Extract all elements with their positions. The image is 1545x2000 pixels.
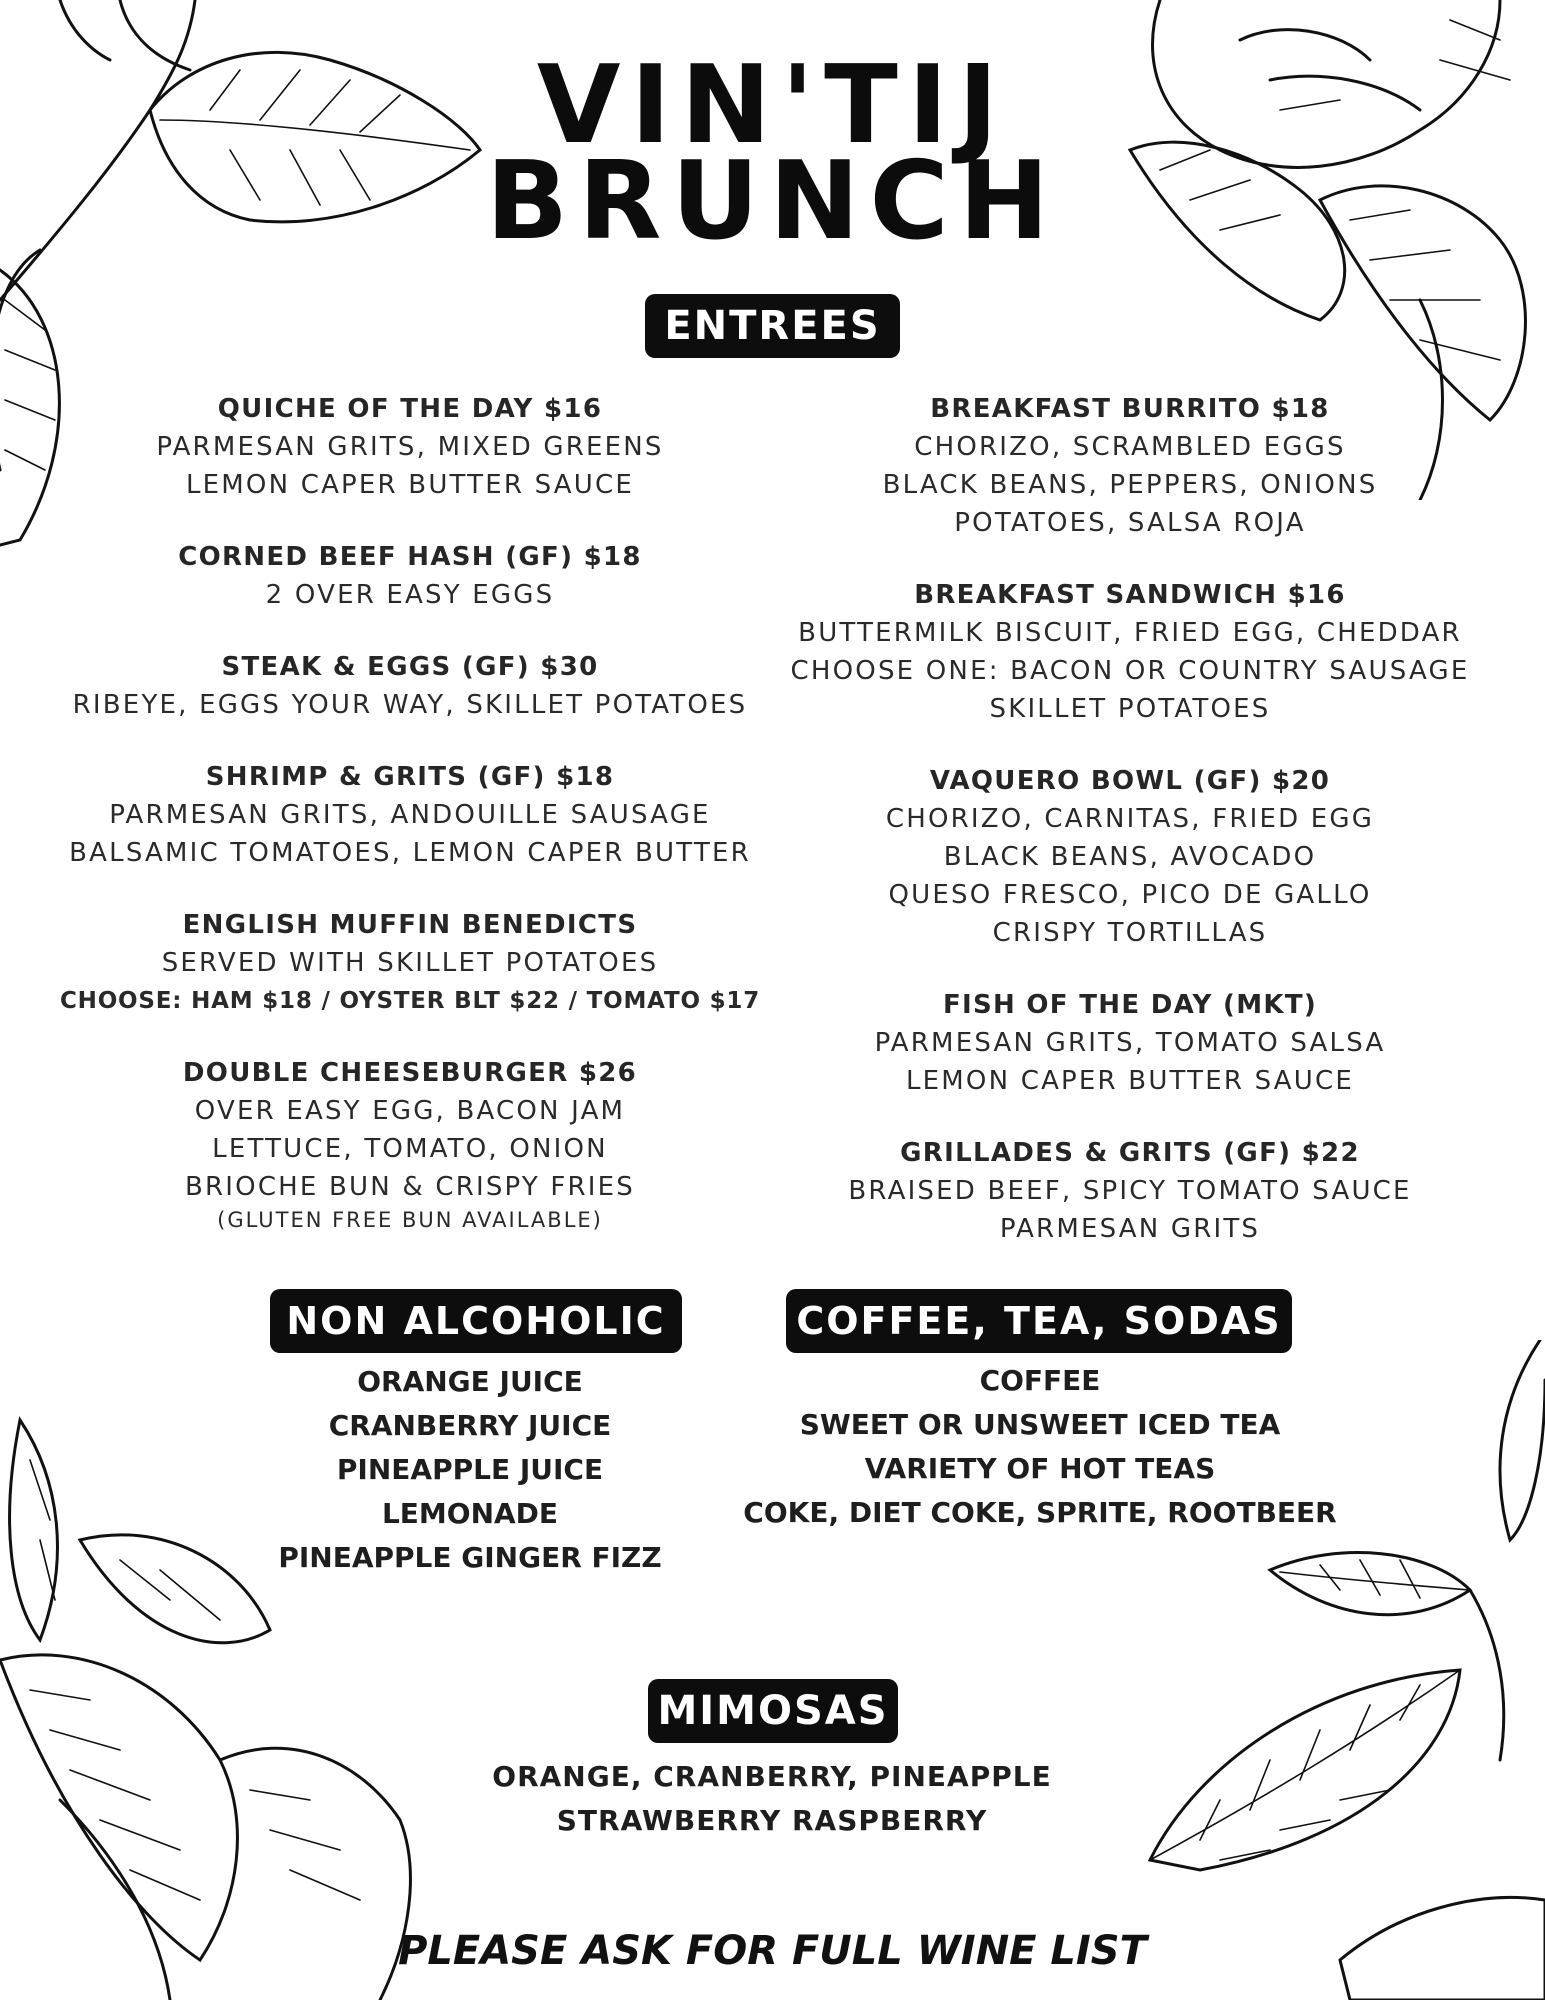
mimosas-section-header: MIMOSAS	[648, 1679, 898, 1743]
menu-item-description: PARMESAN GRITS, ANDOUILLE SAUSAGE	[109, 800, 711, 830]
menu-item-description: OVER EASY EGG, BACON JAM	[194, 1096, 626, 1126]
menu-item	[770, 576, 1490, 728]
menu-item-name: STEAK & EGGS (GF) $30	[221, 652, 599, 682]
menu-item-name: QUICHE OF THE DAY $16	[217, 394, 603, 424]
menu-item-name: BREAKFAST SANDWICH $16	[914, 580, 1346, 610]
drink-item: ORANGE JUICE	[357, 1365, 583, 1398]
drink-item: VARIETY OF HOT TEAS	[864, 1452, 1216, 1485]
menu-item-description: BRIOCHE BUN & CRISPY FRIES	[184, 1172, 636, 1202]
menu-title-line-1: VIN'TIJ	[536, 43, 1009, 168]
menu-item	[770, 762, 1490, 952]
non-alcoholic-list	[220, 1360, 720, 1580]
menu-item-name: SHRIMP & GRITS (GF) $18	[205, 762, 615, 792]
menu-item-name: ENGLISH MUFFIN BENEDICTS	[182, 910, 638, 940]
mimosas-list	[372, 1755, 1172, 1843]
coffee-tea-sodas-section-header: COFFEE, TEA, SODAS	[786, 1289, 1292, 1353]
menu-item-description: BLACK BEANS, PEPPERS, ONIONS	[882, 470, 1378, 500]
entrees-right-column	[770, 390, 1490, 1248]
menu-item-description: CHOOSE ONE: BACON OR COUNTRY SAUSAGE	[790, 656, 1470, 686]
menu-item-description: PARMESAN GRITS, MIXED GREENS	[156, 432, 664, 462]
wine-list-note: PLEASE ASK FOR FULL WINE LIST	[398, 1928, 1147, 1974]
menu-item-name: CORNED BEEF HASH (GF) $18	[178, 542, 642, 572]
mimosa-flavors: STRAWBERRY RASPBERRY	[556, 1804, 988, 1837]
menu-item	[20, 758, 800, 872]
menu-item	[20, 906, 800, 1020]
menu-item	[20, 648, 800, 724]
coffee-tea-sodas-list	[700, 1359, 1380, 1535]
menu-item-description: 2 OVER EASY EGGS	[265, 580, 555, 610]
drink-item: SWEET OR UNSWEET ICED TEA	[799, 1408, 1281, 1441]
entrees-left-column	[20, 390, 800, 1234]
menu-item-description: BRAISED BEEF, SPICY TOMATO SAUCE	[848, 1176, 1412, 1206]
menu-item-description: POTATOES, SALSA ROJA	[954, 508, 1306, 538]
menu-item-description: LETTUCE, TOMATO, ONION	[212, 1134, 608, 1164]
menu-item-description: BLACK BEANS, AVOCADO	[943, 842, 1317, 872]
menu-item	[770, 1134, 1490, 1248]
drink-item: PINEAPPLE JUICE	[336, 1453, 604, 1486]
menu-item-description: LEMON CAPER BUTTER SAUCE	[905, 1066, 1355, 1096]
menu-item-description: PARMESAN GRITS, TOMATO SALSA	[874, 1028, 1386, 1058]
mimosa-flavors: ORANGE, CRANBERRY, PINEAPPLE	[492, 1760, 1052, 1793]
menu-item-description: BALSAMIC TOMATOES, LEMON CAPER BUTTER	[69, 838, 751, 868]
menu-title-line-2: BRUNCH	[485, 139, 1060, 264]
menu-item-name: BREAKFAST BURRITO $18	[930, 394, 1330, 424]
menu-item-description: BUTTERMILK BISCUIT, FRIED EGG, CHEDDAR	[798, 618, 1462, 648]
menu-item-description: PARMESAN GRITS	[999, 1214, 1261, 1244]
menu-item	[770, 390, 1490, 542]
menu-item-description: LEMON CAPER BUTTER SAUCE	[185, 470, 635, 500]
menu-item-description: CHORIZO, CARNITAS, FRIED EGG	[885, 804, 1375, 834]
drink-item: PINEAPPLE GINGER FIZZ	[278, 1541, 662, 1574]
menu-item-description: CHORIZO, SCRAMBLED EGGS	[914, 432, 1346, 462]
menu-item	[20, 538, 800, 614]
menu-item-name: VAQUERO BOWL (GF) $20	[929, 766, 1331, 796]
menu-item-name: GRILLADES & GRITS (GF) $22	[900, 1138, 1360, 1168]
non-alcoholic-section-header: NON ALCOHOLIC	[270, 1289, 682, 1353]
menu-item-name: DOUBLE CHEESEBURGER $26	[182, 1058, 638, 1088]
menu-item-options: CHOOSE: HAM $18 / OYSTER BLT $22 / TOMATO $17	[59, 988, 761, 1014]
menu-item-description: QUESO FRESCO, PICO DE GALLO	[888, 880, 1372, 910]
menu-item	[20, 390, 800, 504]
drink-item: COKE, DIET COKE, SPRITE, ROOTBEER	[743, 1496, 1337, 1529]
menu-item-description: SERVED WITH SKILLET POTATOES	[161, 948, 659, 978]
entrees-section-header: ENTREES	[645, 294, 900, 358]
drink-item: COFFEE	[979, 1364, 1101, 1397]
menu-item-name: FISH OF THE DAY (MKT)	[942, 990, 1318, 1020]
menu-item-note: (GLUTEN FREE BUN AVAILABLE)	[217, 1208, 603, 1232]
menu-item-description: CRISPY TORTILLAS	[992, 918, 1268, 948]
menu-item-description: RIBEYE, EGGS YOUR WAY, SKILLET POTATOES	[72, 690, 748, 720]
menu-item-description: SKILLET POTATOES	[989, 694, 1271, 724]
drink-item: LEMONADE	[381, 1497, 559, 1530]
menu-item	[770, 986, 1490, 1100]
drink-item: CRANBERRY JUICE	[328, 1409, 612, 1442]
menu-item	[20, 1054, 800, 1234]
